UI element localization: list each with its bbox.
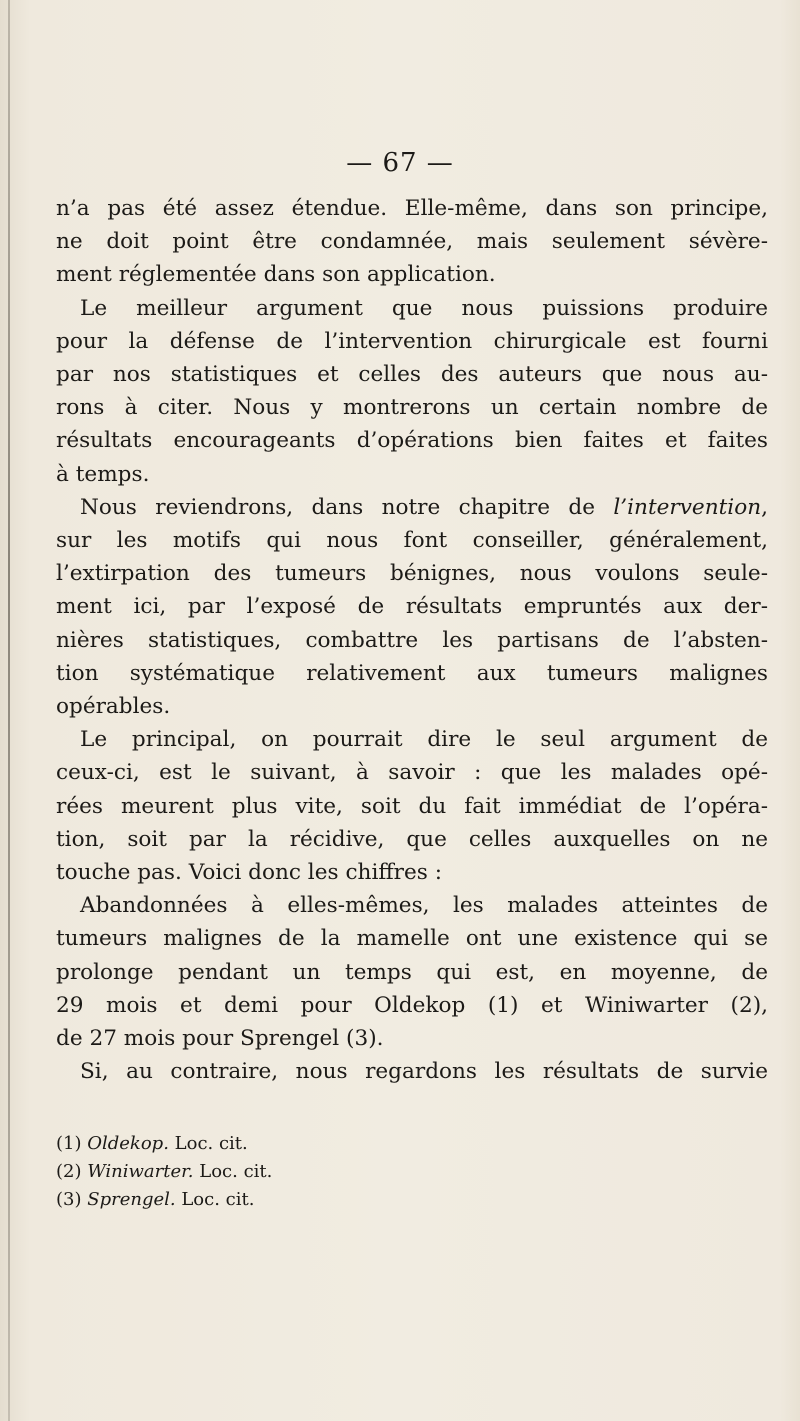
text-line: n’a pas été assez étendue. Elle-même, dans son principe,: [56, 196, 768, 221]
text-line: touche pas. Voici donc les chiffres :: [56, 860, 443, 886]
text-line: de 27 mois pour Sprengel (3).: [56, 1026, 384, 1052]
footnote-ref: Loc. cit.: [199, 1161, 273, 1182]
paragraph: [56, 292, 768, 491]
text-line: Nous reviendrons, dans notre chapitre de l’intervention,: [80, 494, 768, 520]
paragraph: [56, 192, 768, 292]
text-line: Le principal, on pourrait dire le seul argument de: [80, 727, 768, 753]
footnote-ref: Loc. cit.: [174, 1133, 248, 1154]
text-line: ment réglementée dans son application.: [56, 262, 496, 288]
footnote-marker: (1): [56, 1133, 82, 1154]
emphasized-term: l’intervention: [613, 494, 762, 520]
text-line: ceux-ci, est le suivant, à savoir : que les malades opé-: [56, 760, 768, 786]
footnotes: [56, 1130, 656, 1214]
paragraph: [56, 889, 768, 1055]
text-line: Le meilleur argument que nous puissions produire: [80, 295, 768, 321]
footnote-marker: (2): [56, 1161, 82, 1182]
paragraph: [56, 723, 768, 889]
footnote: [56, 1158, 656, 1186]
text-line: tion systématique relativement aux tumeurs malignes: [56, 660, 768, 686]
footnote: [56, 1130, 656, 1158]
text-line: par nos statistiques et celles des auteurs que nous au-: [56, 362, 768, 388]
text-line: Si, au contraire, nous regardons les résultats de survie: [80, 1059, 768, 1085]
body-text: [56, 192, 768, 1088]
text-line: à temps.: [56, 461, 150, 487]
footnote-marker: (3): [56, 1189, 82, 1210]
footnote-author: Oldekop.: [87, 1133, 169, 1154]
text-line: nières statistiques, combattre les partisans de l’absten-: [56, 627, 768, 653]
text-line: pour la défense de l’intervention chirurgicale est fourni: [56, 328, 768, 354]
text-line: ment ici, par l’exposé de résultats empruntés aux der-: [56, 594, 768, 620]
text-line: Abandonnées à elles-mêmes, les malades atteintes de: [80, 893, 768, 919]
text-line: prolonge pendant un temps qui est, en moyenne, de: [56, 959, 768, 985]
footnote-ref: Loc. cit.: [181, 1189, 255, 1210]
paragraph: [56, 491, 768, 723]
footnote: [56, 1186, 656, 1214]
footnote-author: Sprengel.: [87, 1189, 176, 1210]
footnote-author: Winiwarter.: [87, 1161, 194, 1182]
page-number: — 67 —: [346, 148, 454, 178]
text-line: l’extirpation des tumeurs bénignes, nous voulons seule-: [56, 561, 768, 587]
text-line: ne doit point être condamnée, mais seulement sévère-: [56, 229, 768, 255]
text-line: opérables.: [56, 694, 171, 720]
paragraph: [56, 1055, 768, 1088]
text-line: tumeurs malignes de la mamelle ont une existence qui se: [56, 926, 768, 952]
text-line: 29 mois et demi pour Oldekop (1) et Winiwarter (2),: [56, 992, 768, 1018]
text-line: sur les motifs qui nous font conseiller, généralement,: [56, 528, 768, 554]
text-line: résultats encourageants d’opérations bien faites et faites: [56, 428, 768, 454]
text-line: rons à citer. Nous y montrerons un certain nombre de: [56, 395, 768, 421]
binding-edge: [8, 0, 10, 1421]
text-line: tion, soit par la récidive, que celles auxquelles on ne: [56, 826, 768, 852]
text-line: rées meurent plus vite, soit du fait immédiat de l’opéra-: [56, 793, 768, 819]
